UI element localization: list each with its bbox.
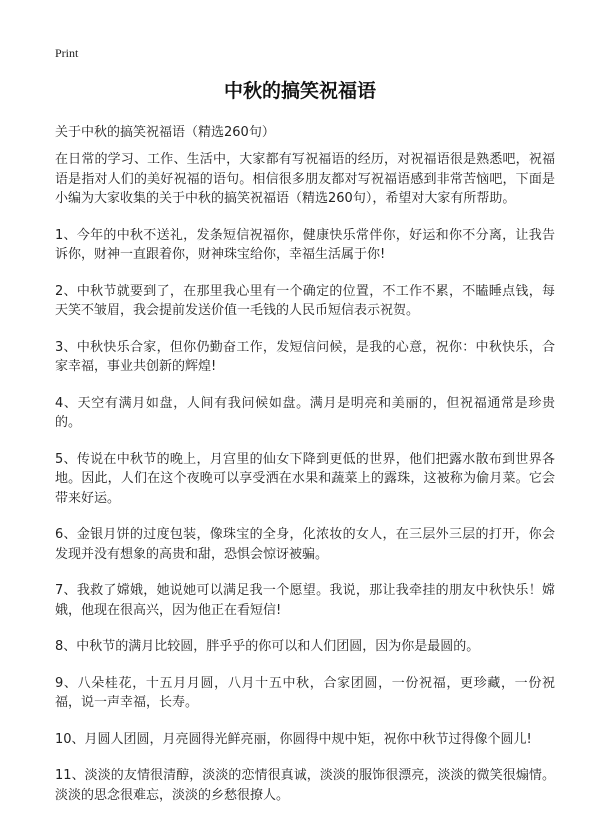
- greeting-item: 9、八朵桂花，十五月月圆，八月十五中秋，合家团圆，一份祝福，更珍藏，一份祝福，说一声幸福，长寿。: [55, 675, 555, 710]
- page-title: 中秋的搞笑祝福语: [223, 80, 376, 102]
- greeting-item: 5、传说在中秋节的晚上，月宫里的仙女下降到更低的世界，他们把露水散布到世界各地。因此，人们在这个夜晚可以享受洒在水果和蔬菜上的露珠，这被称为偷月菜。它会带来好运。: [55, 451, 555, 506]
- print-link[interactable]: Print: [55, 46, 79, 60]
- subtitle: 关于中秋的搞笑祝福语（精选260句）: [55, 125, 275, 140]
- article-body: [55, 150, 555, 822]
- greeting-item: 1、今年的中秋不送礼，发条短信祝福你，健康快乐常伴你，好运和你不分离，让我告诉你，财神一直跟着你，财神珠宝给你，幸福生活属于你!: [55, 227, 555, 262]
- greeting-item: 10、月圆人团圆，月亮圆得光鲜亮丽，你圆得中规中矩，祝你中秋节过得像个圆儿!: [55, 731, 532, 747]
- greeting-item: 4、天空有满月如盘，人间有我问候如盘。满月是明亮和美丽的，但祝福通常是珍贵的。: [55, 395, 555, 430]
- greeting-item: 6、金银月饼的过度包装，像珠宝的全身，化浓妆的女人，在三层外三层的打开，你会发现并没有想象的高贵和甜，恐惧会惊讶被骗。: [55, 527, 555, 562]
- greeting-item: 3、中秋快乐合家，但你仍勤奋工作，发短信问候，是我的心意，祝你：中秋快乐，合家幸福，事业共创新的辉煌!: [55, 339, 555, 374]
- greeting-item: 2、中秋节就要到了，在那里我心里有一个确定的位置，不工作不累，不瞌睡点钱，每天笑不皱眉，我会提前发送价值一毛钱的人民币短信表示祝贺。: [55, 283, 555, 318]
- greeting-item: 7、我救了嫦娥，她说她可以满足我一个愿望。我说，那让我牵挂的朋友中秋快乐！嫦娥，他现在很高兴，因为他正在看短信!: [55, 583, 555, 618]
- greeting-item: 11、淡淡的友情很清醇，淡淡的恋情很真诚，淡淡的服饰很漂亮，淡淡的微笑很煽情。淡淡的思念很难忘，淡淡的乡愁很撩人。: [55, 768, 555, 803]
- intro-paragraph: 在日常的学习、工作、生活中，大家都有写祝福语的经历，对祝福语很是熟悉吧，祝福语是指对人们的美好祝福的语句。相信很多朋友都对写祝福语感到非常苦恼吧，下面是小编为大家收集的关于中秋的搞笑祝福语（精选260句），希望对大家有所帮助。: [55, 152, 555, 206]
- greeting-item: 8、中秋节的满月比较圆，胖乎乎的你可以和人们团圆，因为你是最圆的。: [55, 639, 480, 654]
